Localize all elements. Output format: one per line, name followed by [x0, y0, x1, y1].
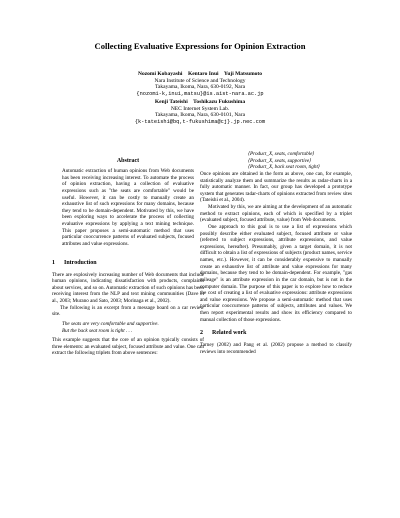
triplet: ⟨Product_X, seats, comfortable⟩ — [248, 151, 315, 157]
author-names: Nozomi Kobayashi Kentaro Inui Yuji Matsumoto — [137, 71, 263, 77]
triplet: ⟨Product_X, back seat room, tight⟩ — [248, 164, 320, 171]
institution: Nara Institute of Science and Technology — [154, 77, 246, 84]
section-heading-related-work — [200, 330, 352, 337]
abstract-heading: Abstract — [116, 158, 140, 164]
section-title: Introduction — [64, 259, 97, 266]
paragraph: Motivated by this, we are aiming at the development of an automatic method to extract opinions, each of which is specified by a triplet (evaluated subject, focused attribute, value) from Web documents. — [200, 204, 352, 224]
affiliation-block-1 — [20, 71, 380, 97]
abstract-text: Automatic extraction of human opinions from Web documents has been receiving increasing interest. To automate the process of opinion extraction, having a collection of evaluative expressions such as "the seats are comfortable" would be useful. However, it can be costly to manually create an exhaustive list of such expressions for many domains, because they tend to be domain-dependent. Motivated by this, we have been exploring ways to accelerate the process of collecting evaluative expressions by applying a text mining technique. This paper proposes a semi-automatic method that uses particular cooccurrence patterns of evaluated subjects, focused attributes and value expressions. — [62, 168, 194, 247]
institution: NEC Internet System Lab. — [170, 105, 230, 112]
paragraph: Once opinions are obtained in the form as above, one can, for example, statistically analyze them and summarize the results as radar-charts in a fully automatic manner. In fact, our group has developed a prototype system that generates radar-charts of opinions extracted from review sites (Tateishi et al., 2004). — [200, 170, 352, 204]
triplet: ⟨Product_X, seats, supportive⟩ — [248, 157, 312, 164]
paragraph: One approach to this goal is to use a list of expressions which possibly describe either evaluated subject, focused attribute or value (referred to subject expressions, attribute expressions, and value expressions, hereafter). Presumably, given a target domain, it is not difficult to obtain a list of expressions of subjects (product names, service names, etc.). However, it can be considerably expensive to manually create an exhaustive list of attribute and value expressions for many domains, because they tend to be domain-dependent. For example, "gas mileage" is an attribute expression in the car domain, but is not in the computer domain. The purpose of this paper is to explore how to reduce the cost of creating a list of evaluative expressions: attribute expressions and value expressions. We propose a semi-automatic method that uses particular cooccurrence patterns of subjects, attributes and values. We then report experimental results and show its efficiency compared to manual collection of those expressions. — [200, 223, 352, 323]
section-number: 2 — [200, 330, 203, 337]
left-column — [52, 158, 204, 357]
email: {nozomi-k,inui,matsu}@is.aist-nara.ac.jp — [136, 90, 264, 97]
email: {k-tateishi@bq,t-fukushima@cj}.jp.nec.com — [134, 118, 266, 125]
author-names: Kenji Tateishi Toshikazu Fukushima — [154, 99, 246, 105]
paragraph: There are explosively increasing number of Web documents that include human opinions, indicating dissatisfaction with products, complaints about services, and so on. Automatic extraction of such opinions has been receiving interest from the NLP and text mining communities (Dave et al., 2003; Murano and Sato, 2003; Morinaga et al., 2002). — [52, 271, 204, 304]
quote-line: The seats are very comfortable and supportive. — [62, 320, 159, 327]
quote-line: But the back seat room is tight . . . — [62, 327, 133, 334]
paragraph: The following is an excerpt from a message board on a car review site. — [52, 304, 204, 318]
section-title: Related work — [212, 330, 247, 337]
affiliation-block-2 — [20, 99, 380, 125]
paragraph: This example suggests that the core of an opinion typically consists of three elements: an evaluated subject, focused attribute and value. One can extract the following triplets from above sentences: — [52, 337, 204, 357]
section-number: 1 — [52, 259, 55, 266]
quote-block — [52, 321, 204, 334]
address: Takayama, Ikoma, Nara, 630-0101, Nara — [154, 112, 246, 119]
paragraph: Tarney (2002) and Pang et al. (2002) propose a method to classify reviews into recommended — [200, 342, 352, 355]
address: Takayama, Ikoma, Nara, 630-0192, Nara — [154, 84, 246, 91]
section-heading-introduction — [52, 260, 204, 267]
paper-title: Collecting Evaluative Expressions for Opinion Extraction — [94, 41, 306, 51]
right-column — [200, 151, 352, 356]
